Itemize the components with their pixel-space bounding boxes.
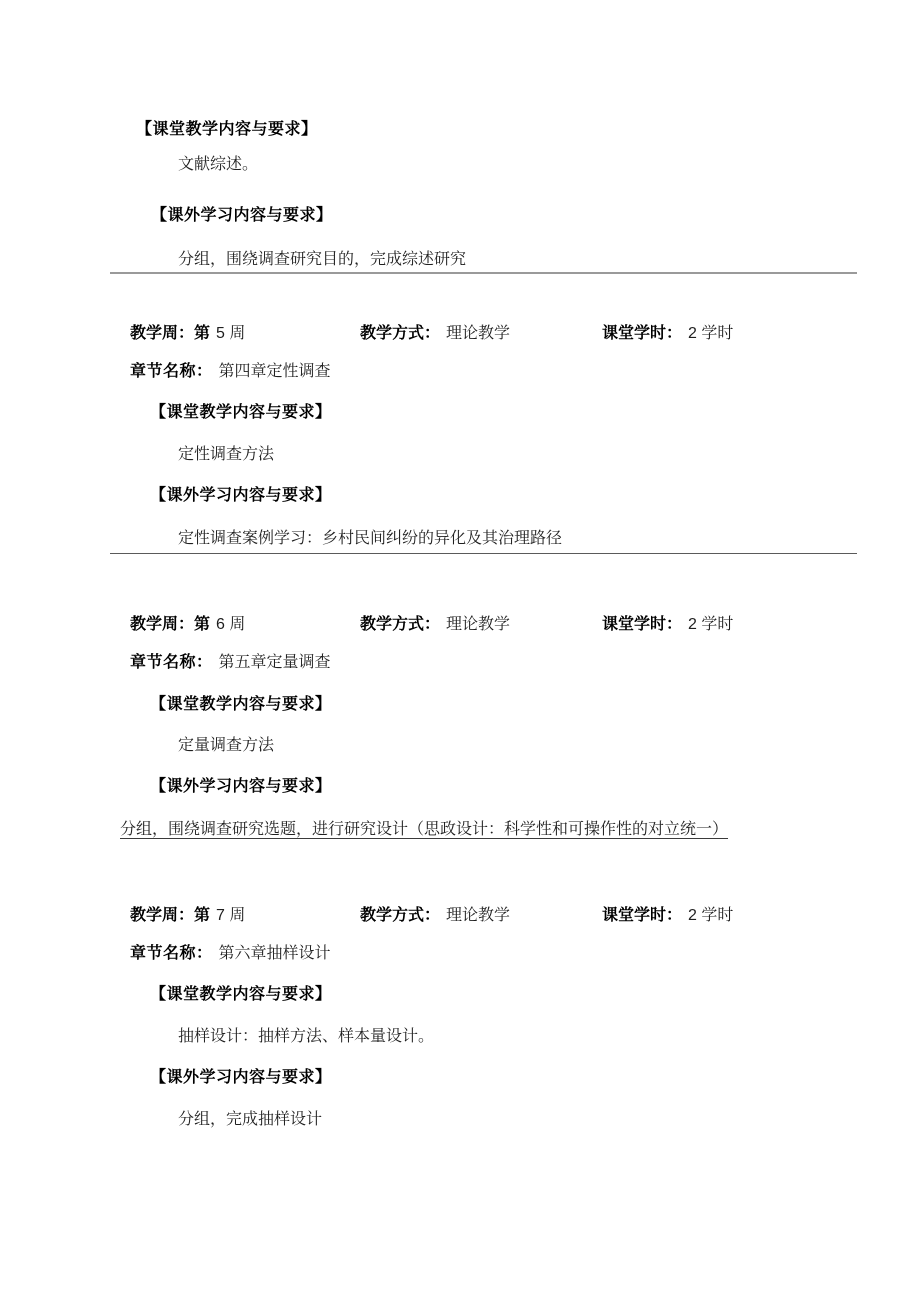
chapter-name-label: 章节名称： xyxy=(130,363,213,380)
homework-heading: 【课外学习内容与要求】 xyxy=(151,207,333,224)
class-hours-value: 2 学时 xyxy=(688,616,734,633)
class-hours-value: 2 学时 xyxy=(688,325,734,342)
week-meta-row xyxy=(0,320,920,340)
chapter-name-value: 第四章定性调查 xyxy=(218,363,331,380)
teaching-week-value: 5 周 xyxy=(216,325,246,342)
classroom-content-heading: 【课堂教学内容与要求】 xyxy=(150,696,332,713)
teaching-method-value: 理论教学 xyxy=(446,325,511,342)
classroom-content-heading: 【课堂教学内容与要求】 xyxy=(150,986,332,1003)
classroom-content-text: 文献综述。 xyxy=(178,156,259,173)
class-hours-field xyxy=(602,320,733,343)
teaching-week-label: 教学周：第 xyxy=(130,907,211,924)
chapter-name-field xyxy=(130,362,331,381)
chapter-name-label: 章节名称： xyxy=(130,945,213,962)
homework-heading: 【课外学习内容与要求】 xyxy=(150,778,332,795)
classroom-content-heading: 【课堂教学内容与要求】 xyxy=(136,121,318,138)
week-meta-row xyxy=(0,611,920,631)
homework-text: 定性调查案例学习：乡村民间纠纷的异化及其治理路径 xyxy=(178,530,563,547)
class-hours-label: 课堂学时： xyxy=(602,907,683,924)
chapter-name-field xyxy=(130,944,331,963)
chapter-name-value: 第五章定量调查 xyxy=(218,654,331,671)
teaching-method-field xyxy=(360,902,510,925)
teaching-week-field xyxy=(130,611,245,634)
teaching-method-label: 教学方式： xyxy=(360,325,441,342)
classroom-content-text: 定性调查方法 xyxy=(178,446,275,463)
teaching-method-value: 理论教学 xyxy=(446,907,511,924)
classroom-content-text: 抽样设计：抽样方法、样本量设计。 xyxy=(178,1028,435,1045)
class-hours-label: 课堂学时： xyxy=(602,325,683,342)
class-hours-label: 课堂学时： xyxy=(602,616,683,633)
classroom-content-heading: 【课堂教学内容与要求】 xyxy=(150,404,332,421)
homework-text: 分组，完成抽样设计 xyxy=(178,1111,323,1128)
class-hours-field xyxy=(602,902,733,925)
teaching-week-label: 教学周：第 xyxy=(130,325,211,342)
class-hours-value: 2 学时 xyxy=(688,907,734,924)
homework-text: 分组，围绕调查研究目的，完成综述研究 xyxy=(178,251,467,268)
homework-heading: 【课外学习内容与要求】 xyxy=(150,487,332,504)
teaching-method-label: 教学方式： xyxy=(360,616,441,633)
chapter-name-field xyxy=(130,653,331,672)
classroom-content-text: 定量调查方法 xyxy=(178,737,275,754)
section-divider xyxy=(110,553,857,554)
chapter-name-label: 章节名称： xyxy=(130,654,213,671)
chapter-name-value: 第六章抽样设计 xyxy=(218,945,331,962)
class-hours-field xyxy=(602,611,733,634)
teaching-method-field xyxy=(360,611,510,634)
teaching-method-label: 教学方式： xyxy=(360,907,441,924)
teaching-week-label: 教学周：第 xyxy=(130,616,211,633)
week-meta-row xyxy=(0,902,920,922)
teaching-week-value: 7 周 xyxy=(216,907,246,924)
teaching-method-value: 理论教学 xyxy=(446,616,511,633)
teaching-week-value: 6 周 xyxy=(216,616,246,633)
homework-heading: 【课外学习内容与要求】 xyxy=(150,1069,332,1086)
teaching-method-field xyxy=(360,320,510,343)
teaching-week-field xyxy=(130,320,245,343)
homework-text: 分组，围绕调查研究选题，进行研究设计（思政设计：科学性和可操作性的对立统一） xyxy=(120,821,729,838)
section-divider xyxy=(110,272,857,274)
teaching-week-field xyxy=(130,902,245,925)
